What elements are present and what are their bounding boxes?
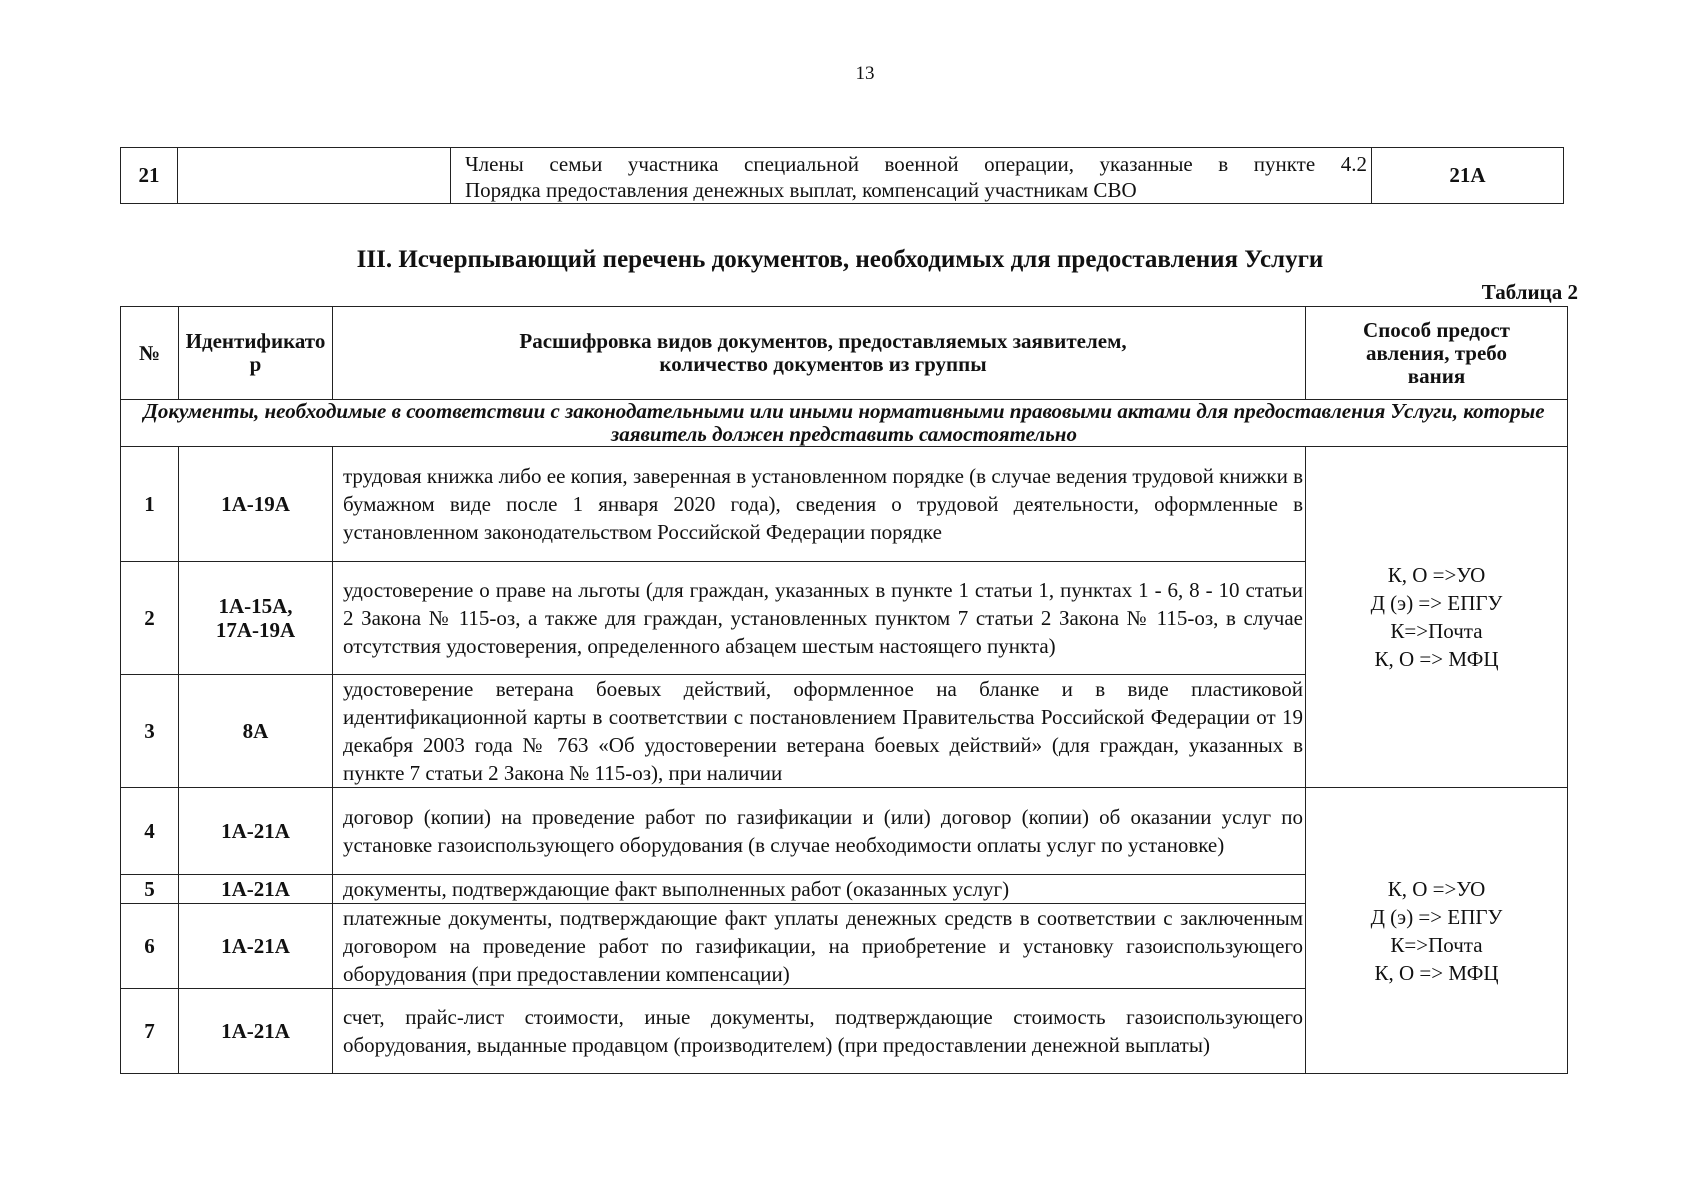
section-title: III. Исчерпывающий перечень документов, необходимых для предоставления Услуги (356, 246, 1324, 273)
table-row (121, 447, 1568, 562)
header-identifier-text: Идентификатор (185, 329, 326, 376)
row-number: 4 (121, 788, 179, 875)
table-header-row (121, 307, 1568, 400)
row-identifier: 1А-19А (179, 447, 333, 562)
row-identifier: 1А-21А (179, 904, 333, 989)
row-description: удостоверение о праве на льготы (для граждан, указанных в пункте 1 статьи 1, пунктах 1 - 6, 8 - 10 статьи 2 Закона № 115-оз, а также для граждан, установленных пунктом 7 статьи 2 Закона № 115-оз, в случае отсутствия удостоверения, определенного абзацем шестым настоящего пункта) (333, 562, 1306, 675)
method-line: К, О =>УО (1387, 876, 1486, 901)
row-number: 5 (121, 875, 179, 904)
row-code: 21А (1372, 148, 1564, 204)
row-description: договор (копии) на проведение работ по газификации и (или) договор (копии) об оказании услуг по установке газоиспользующего оборудования (в случае необходимости оплаты услуг по установке) (333, 788, 1306, 875)
description-line: Порядка предоставления денежных выплат, компенсаций участникам СВО (465, 177, 1137, 202)
row-number: 7 (121, 989, 179, 1074)
row-description: платежные документы, подтверждающие факт уплаты денежных средств в соответствии с заключенным договором на проведение работ по газификации, на приобретение и установку газоиспользующего оборудования (при предоставлении компенсации) (333, 904, 1306, 989)
row-description (451, 148, 1372, 204)
header-identifier (179, 307, 333, 400)
table-caption: Таблица 2 (1481, 280, 1578, 304)
documents-table (120, 306, 1568, 1074)
submission-methods-group-2 (1306, 788, 1568, 1074)
row-number: 2 (121, 562, 179, 675)
header-method-text: Способ предоставления, требования (1363, 317, 1510, 388)
method-line: Д (э) => ЕПГУ (1370, 904, 1503, 929)
header-method (1306, 307, 1568, 400)
method-line: К, О => МФЦ (1374, 647, 1499, 671)
row-description: удостоверение ветерана боевых действий, оформленное на бланке и в виде пластиковой идентификационной карты в соответствии с постановлением Правительства Российской Федерации от 19 декабря 2003 года № 763 «Об удостоверении ветерана боевых действий» (для граждан, указанных в пункте 7 статьи 2 Закона № 115-оз), при наличии (333, 675, 1306, 788)
previous-table-continuation (120, 147, 1564, 204)
table-row (121, 788, 1568, 875)
row-identifier: 8А (179, 675, 333, 788)
header-description-line: количество документов из группы (659, 352, 987, 376)
method-line: Д (э) => ЕПГУ (1370, 591, 1503, 615)
submission-methods-group-1 (1306, 447, 1568, 788)
row-number: 6 (121, 904, 179, 989)
page-number: 13 (855, 63, 875, 84)
row-number: 1 (121, 447, 179, 562)
row-identifier: 1А-21А (179, 989, 333, 1074)
table-row (121, 148, 1564, 204)
header-description-line: Расшифровка видов документов, предоставляемых заявителем, (519, 329, 1127, 353)
row-number: 3 (121, 675, 179, 788)
row-number: 21 (121, 148, 178, 204)
row-identifier: 1А-15А, 17А-19А (179, 562, 333, 675)
row-description: счет, прайс-лист стоимости, иные документы, подтверждающие стоимость газоиспользующего оборудования, выданные продавцом (производителем) (при предоставлении денежной выплаты) (333, 989, 1306, 1074)
description-line: Члены семьи участника специальной военной операции, указанные в пункте 4.2 (465, 151, 1367, 176)
row-identifier: 1А-21А (179, 788, 333, 875)
method-line: К, О => МФЦ (1374, 960, 1499, 985)
row-description: документы, подтверждающие факт выполненных работ (оказанных услуг) (333, 875, 1306, 904)
method-line: К=>Почта (1390, 619, 1483, 643)
row-description: трудовая книжка либо ее копия, заверенная в установленном порядке (в случае ведения трудовой книжки в бумажном виде после 1 января 2020 года), сведения о трудовой деятельности, оформленные в установленном законодательством Российской Федерации порядке (333, 447, 1306, 562)
header-description (333, 307, 1306, 400)
row-identifier: 1А-21А (179, 875, 333, 904)
method-line: К=>Почта (1390, 932, 1483, 957)
header-num: № (121, 307, 179, 400)
method-line: К, О =>УО (1387, 563, 1486, 587)
row-identifier (178, 148, 451, 204)
group-header-row (121, 400, 1568, 447)
group-title: Документы, необходимые в соответствии с законодательными или иными нормативными правовыми актами для предоставления Услуги, которые заявитель должен представить самостоятельно (121, 400, 1568, 447)
